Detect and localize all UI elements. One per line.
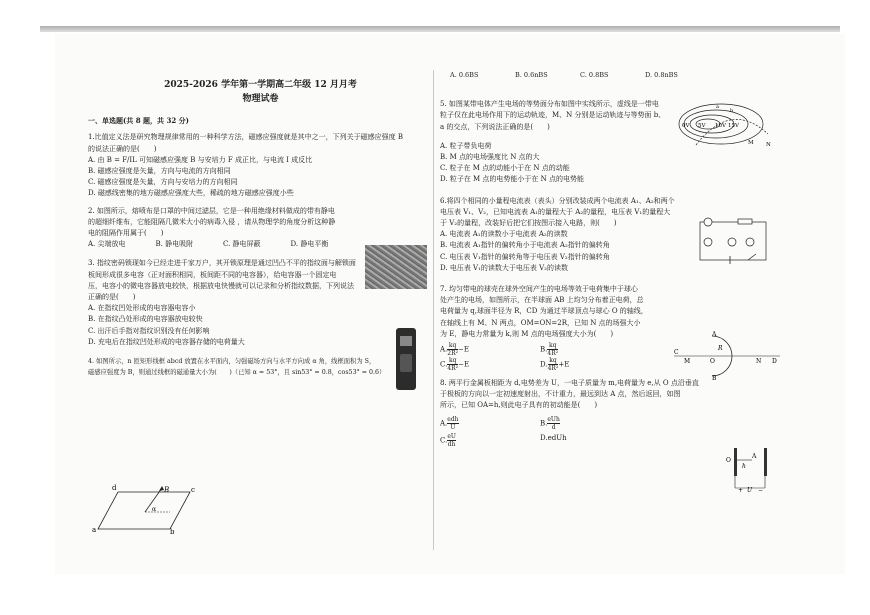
left-column xyxy=(88,78,433,378)
q7-option-a xyxy=(440,342,540,357)
q8-option-b xyxy=(540,416,640,431)
q1-option-b: B. 磁感应强度是矢量，方向与电流的方向相同 xyxy=(88,167,231,176)
q1-option-a: A. 由 B = F/IL 可知磁感应强度 B 与安培力 F 成正比，与电流 I 成反比 xyxy=(88,155,313,164)
q1-option-d: D. 磁感线密集的地方磁感应强度大些，稀疏的地方磁感应强度小些 xyxy=(88,189,294,198)
q4-line-1: 4. 如图所示，n 匝矩形线框 abcd 放置在水平面内，匀强磁场方向与水平方向成 α 角，线框面积为 S， xyxy=(88,358,376,366)
q1-stem-b: 的说法正确的是( ) xyxy=(88,144,157,153)
q7-option-d-frac xyxy=(548,357,559,372)
q4-label-c: c xyxy=(191,486,195,494)
q7-label-b: B xyxy=(712,375,717,380)
exam-title: 2025-2026 学年第一学期高二年级 12 月月考 xyxy=(164,80,357,90)
q7-a-tail: −E xyxy=(458,345,470,354)
q7-label-c: C xyxy=(674,349,679,356)
q5-equipotential-figure xyxy=(676,100,776,150)
q5-option-a: A. 粒子带负电荷 xyxy=(440,141,492,150)
q3-line-4: 正确的是( ) xyxy=(88,293,136,302)
q5-option-c: C. 粒子在 M 点的动能小于在 N 点的动能 xyxy=(440,164,570,173)
q5-label-0v: 0V xyxy=(682,123,690,129)
q8-options-row-1 xyxy=(440,416,640,431)
question-8 xyxy=(440,378,730,448)
q7-b-den: 4R² xyxy=(547,350,559,358)
q4-option-d: D. 0.8nBS xyxy=(645,71,678,79)
q4-option-a: A. 0.6BS xyxy=(450,71,479,79)
q7-d-den: 4R² xyxy=(547,365,559,373)
q7-d-num: kq xyxy=(549,357,557,365)
q8-right-plate xyxy=(764,448,767,476)
q8-option-a-letter: A. xyxy=(440,419,448,428)
q4-label-alpha: α xyxy=(152,506,157,513)
q7-option-c-frac xyxy=(447,357,458,372)
q4-label-d: d xyxy=(112,484,117,492)
q6-meter-3 xyxy=(728,238,736,246)
q7-c-tail: −E xyxy=(458,360,470,369)
q5-line-2: 粒子仅在此电场作用下的运动轨迹，M、N 分别是运动轨迹与等势面 b、 xyxy=(440,111,666,120)
meltblown-fabric-photo xyxy=(365,245,427,289)
question-6 xyxy=(440,196,690,274)
q7-label-o: O xyxy=(710,358,715,365)
q4-label-a: a xyxy=(92,526,97,534)
q8-option-d: D.edUh xyxy=(540,433,567,442)
q7-option-d xyxy=(540,357,640,372)
q7-c-num: kq xyxy=(448,357,457,365)
q7-line-3: 电荷量为 q,球面半径为 R，CD 为通过半球顶点与球心 O 的轴线， xyxy=(440,307,648,316)
q6-meter-1 xyxy=(704,218,712,226)
q8-label-u: U xyxy=(747,487,753,494)
q2-option-d: D. 静电平衡 xyxy=(290,240,329,249)
q8-a-den: U xyxy=(450,423,456,431)
q6-switch xyxy=(748,254,756,260)
q3-option-c: C. 出汗后手指对指纹识别没有任何影响 xyxy=(88,326,210,335)
q4-options xyxy=(450,70,710,81)
q4-frame xyxy=(98,492,190,529)
q7-option-b-frac xyxy=(547,342,558,357)
q6-meter-4 xyxy=(746,238,754,246)
q8-b-den: d xyxy=(551,423,556,431)
q2-options xyxy=(88,239,358,250)
question-2 xyxy=(88,206,358,251)
q5-label-b: b xyxy=(730,108,734,114)
q8-line-3: 所示，已知 OA=h,则此电子具有的初动能是( ) xyxy=(440,401,598,410)
q7-option-a-frac xyxy=(447,342,458,357)
q4-line-2: 磁感应强度为 B，则通过线框的磁通量大小为( )（已知 α = 53°，且 sin53° = 0.8，cos53° = 0.6） xyxy=(88,369,386,377)
q5-label-a: a xyxy=(716,104,719,110)
q6-line-1: 6.将四个相同的小量程电流表（表头）分别改装成两个电流表 A₁、A₂和两个 xyxy=(440,196,675,205)
q1-option-c: C. 磁感应强度是矢量，方向与安培力的方向相同 xyxy=(88,178,238,187)
q5-line-1: 5. 如图某带电体产生电场的等势面分布如图中实线所示，虚线是一带电 xyxy=(440,100,659,109)
question-3 xyxy=(88,258,388,348)
q7-options-row-2 xyxy=(440,357,640,372)
q3-option-a: A. 在指纹凹处形成的电容器电容小 xyxy=(88,304,196,313)
q7-hemisphere-figure xyxy=(672,330,782,380)
q4-option-b: B. 0.6nBS xyxy=(515,71,548,79)
q6-line-3: 于 V₂的量程，改装好后把它们按图示接入电路，则( ) xyxy=(440,219,617,228)
q8-option-a xyxy=(440,416,540,431)
q2-line-3: 电的阻隔作用属于( ) xyxy=(88,229,164,238)
q7-a-den: 2R² xyxy=(447,350,459,358)
q5-option-d: D. 粒子在 M 点的电势能小于在 N 点的电势能 xyxy=(440,175,585,184)
q5-line-3: a 的交点，下列说法正确的是( ) xyxy=(440,122,550,131)
q4-loop-figure xyxy=(90,484,200,534)
q6-line-2: 电压表 V₁、V₂，已知电流表 A₁的量程大于 A₂的量程，电压表 V₁的量程大 xyxy=(440,207,671,216)
question-4 xyxy=(88,356,433,378)
question-7 xyxy=(440,284,680,372)
q8-option-c-frac xyxy=(447,433,456,448)
q7-label-a: A xyxy=(712,331,717,338)
q8-c-den: dh xyxy=(447,440,456,448)
q4-label-field: B xyxy=(164,486,170,494)
q7-line-5: 为 E，静电力常量为 k,则 M 点的电场强度大小为( ) xyxy=(440,329,614,338)
q5-label-5v: 5V xyxy=(698,123,706,129)
q8-c-num: eU xyxy=(447,432,456,440)
q8-line-1: 8. 两平行金属板相距为 d,电势差为 U，一电子质量为 m,电荷量为 e,从 O 点沿垂直 xyxy=(440,379,699,388)
right-column xyxy=(440,70,840,448)
q2-option-a: A. 尖端放电 xyxy=(88,240,126,249)
q6-option-a: A. 电流表 A₁的读数小于电流表 A₂的读数 xyxy=(440,230,568,239)
section-heading: 一、单选题(共 8 题，共 32 分) xyxy=(88,116,189,126)
q7-b-num: kq xyxy=(549,342,557,350)
question-1 xyxy=(88,132,433,199)
q7-options-row-1 xyxy=(440,342,640,357)
q2-line-2: 的超细纤维布，它能阻隔几微米大小的病毒入侵 ，请从物理学的角度分析这种静 xyxy=(88,217,336,226)
q4-label-b: b xyxy=(170,528,175,534)
q7-line-4: 在轴线上有 M、N 两点，OM=ON=2R，已知 N 点的场强大小 xyxy=(440,318,641,327)
q5-label-10v: 10V xyxy=(715,123,726,129)
q8-a-num: edh xyxy=(447,415,459,423)
q7-line-2: 处产生的电场，如图所示，在半球面 AB 上均匀分布着正电荷，总 xyxy=(440,296,644,305)
q2-option-b: B. 静电吸附 xyxy=(155,240,194,249)
q5-label-n: N xyxy=(766,142,771,148)
q8-b-num: eUh xyxy=(547,415,560,423)
question-5 xyxy=(440,99,690,185)
q8-label-a: A xyxy=(752,453,757,460)
scan-edge xyxy=(40,26,840,32)
q3-option-b: B. 在指纹凸处形成的电容器放电较快 xyxy=(88,315,203,324)
q7-a-num: kq xyxy=(448,342,457,350)
q3-line-2: 板间形成很多电容（正对面积相同，板间距不同的电容器），给电容器一个固定电 xyxy=(88,270,337,279)
q3-line-3: 压，电容小的微电容器放电较快，根据放电快慢就可以记录和分析指纹数据，下列说法 xyxy=(88,281,354,290)
q7-option-c-letter: C. xyxy=(440,360,448,369)
q7-option-d-letter: D. xyxy=(540,360,548,369)
q2-option-c: C. 静电屏蔽 xyxy=(223,240,261,249)
q7-option-a-letter: A. xyxy=(440,345,448,354)
q8-option-c-letter: C. xyxy=(440,436,448,445)
q7-d-tail: +E xyxy=(558,360,570,369)
q4-option-c: C. 0.8BS xyxy=(580,71,609,79)
q7-label-n: N xyxy=(756,358,762,365)
q6-resistor xyxy=(738,219,752,224)
q1-stem-a: 1.比值定义法是研究物理规律常用的一种科学方法，磁感应强度就是其中之一，下列关于磁感应强度 B xyxy=(88,133,404,142)
q8-left-plate xyxy=(734,448,737,476)
q6-option-c: C. 电压表 V₁指针的偏转角等于电压表 V₂指针的偏转角 xyxy=(440,252,610,261)
q6-option-b: B. 电流表 A₁指针的偏转角小于电流表 A₂指针的偏转角 xyxy=(440,241,610,250)
q8-option-b-frac xyxy=(547,416,559,431)
q8-option-b-letter: B. xyxy=(540,419,548,428)
q6-meter-2 xyxy=(704,238,712,246)
q3-line-1: 3. 指纹密码锁现如今已经走进千家万户，其开锁原理是通过凹凸不平的指纹面与解锁面 xyxy=(88,259,356,268)
fingerprint-lock-photo xyxy=(396,328,416,390)
q7-line-1: 7. 均匀带电的球壳在球外空间产生的电场等效于电荷集中于球心 xyxy=(440,285,638,294)
q7-option-b xyxy=(540,342,640,357)
q7-label-d: D xyxy=(772,358,777,365)
q6-circuit-figure xyxy=(694,214,774,266)
q8-line-2: 于极板的方向以一定初速度射出，不计重力，最远到达 A 点，然后返回，如图 xyxy=(440,390,681,399)
q8-label-minus: − xyxy=(758,487,764,494)
q7-option-b-letter: B. xyxy=(540,345,548,354)
q5-label-m: M xyxy=(748,140,754,146)
q7-label-m: M xyxy=(684,358,691,365)
q8-label-o: O xyxy=(726,457,731,464)
q8-option-a-frac xyxy=(447,416,458,431)
q5-label-15v: 15V xyxy=(728,123,739,129)
q8-plates-figure xyxy=(724,446,784,494)
column-divider xyxy=(433,70,434,550)
q7-option-c xyxy=(440,357,540,372)
q5-option-b: B. M 点的电场强度比 N 点的大 xyxy=(440,153,540,162)
q7-c-den: 4R² xyxy=(447,365,459,373)
q3-option-d: D. 充电后在指纹凹处形成的电容器存储的电荷量大 xyxy=(88,337,245,346)
q7-label-r: R xyxy=(718,345,723,352)
exam-subtitle: 物理试卷 xyxy=(242,94,279,104)
q8-options-row-2 xyxy=(440,433,640,448)
q6-option-d: D. 电压表 V₁的读数大于电压表 V₂的读数 xyxy=(440,263,568,272)
q8-label-h: h xyxy=(742,463,746,470)
q2-line-1: 2. 如图所示，熔喷布是口罩的中间过滤层，它是一种用绝缘材料做成的带有静电 xyxy=(88,206,335,215)
q8-option-c xyxy=(440,433,540,448)
q8-label-plus: + xyxy=(738,487,744,494)
